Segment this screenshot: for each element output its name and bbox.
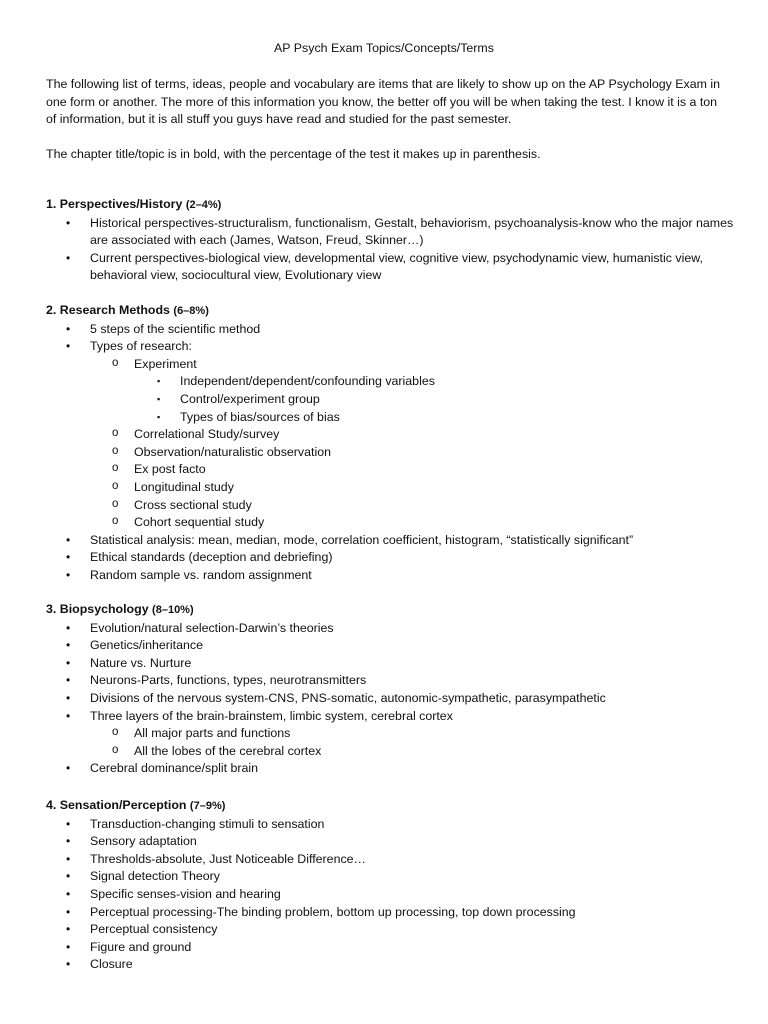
section-sensation-perception <box>46 797 736 974</box>
list-item-text: Cerebral dominance/split brain <box>90 761 259 776</box>
bullet-marker: • <box>66 939 71 954</box>
list-item <box>46 868 736 886</box>
sub-sub-list-item <box>134 391 736 409</box>
sub-list-item <box>90 426 736 444</box>
sub-list-item <box>90 461 736 479</box>
section-title: 4. Sensation/Perception <box>46 798 187 812</box>
list-item <box>46 672 736 690</box>
sub-list-item-text: All the lobes of the cerebral cortex <box>134 743 322 758</box>
list-item-text: Perceptual consistency <box>90 922 218 937</box>
circle-marker: o <box>112 726 119 739</box>
list-item-text: Specific senses-vision and hearing <box>90 886 281 901</box>
square-marker: ▪ <box>157 376 161 387</box>
list-item <box>46 321 736 339</box>
list-item-text: Random sample vs. random assignment <box>90 567 312 582</box>
list-item-text: Figure and ground <box>90 939 192 954</box>
list-item-text: Thresholds-absolute, Just Noticeable Difference… <box>90 851 366 866</box>
list-item <box>46 708 736 761</box>
list-item-text: Perceptual processing-The binding problem, bottom up processing, top down processing <box>90 904 576 919</box>
list-item <box>46 532 736 550</box>
list-item <box>46 620 736 638</box>
sub-list-item-text: Observation/naturalistic observation <box>134 444 331 459</box>
list-item-text: Ethical standards (deception and debriefing) <box>90 550 333 565</box>
list-item-text: Divisions of the nervous system-CNS, PNS-somatic, autonomic-sympathetic, parasympathetic <box>90 690 606 705</box>
sub-list-item-text: Correlational Study/survey <box>134 427 280 442</box>
list-item-text: Closure <box>90 957 133 972</box>
bullet-marker: • <box>66 655 71 670</box>
list-item <box>46 816 736 834</box>
bullet-marker: • <box>66 673 71 688</box>
bullet-marker: • <box>66 708 71 723</box>
bullet-marker: • <box>66 761 71 776</box>
section-heading <box>46 196 736 215</box>
circle-marker: o <box>112 479 119 492</box>
topic-list <box>46 321 736 585</box>
circle-marker: o <box>112 515 119 528</box>
list-item-text: Genetics/inheritance <box>90 638 203 653</box>
bullet-marker: • <box>66 250 71 265</box>
sub-list-item <box>90 497 736 515</box>
sub-list-item-text: Experiment <box>134 356 197 371</box>
circle-marker: o <box>112 356 119 369</box>
sub-list-item-text: Ex post facto <box>134 462 206 477</box>
list-item-text: Three layers of the brain-brainstem, limbic system, cerebral cortex <box>90 708 453 723</box>
sub-sub-list-item-text: Independent/dependent/confounding variables <box>180 374 435 389</box>
list-item-text: Evolution/natural selection-Darwin’s theories <box>90 620 334 635</box>
section-percentage: (8–10%) <box>152 604 194 616</box>
sub-list-item <box>90 479 736 497</box>
list-item-text: Statistical analysis: mean, median, mode, correlation coefficient, histogram, “statistically significant” <box>90 532 634 547</box>
section-title: 3. Biopsychology <box>46 602 149 616</box>
circle-marker: o <box>112 462 119 475</box>
topic-list <box>46 215 736 285</box>
list-item <box>46 549 736 567</box>
list-item-text: Nature vs. Nurture <box>90 655 192 670</box>
section-heading <box>46 797 736 816</box>
list-item <box>46 655 736 673</box>
list-item <box>46 956 736 974</box>
sub-list-item-text: Cross sectional study <box>134 497 252 512</box>
document-title: AP Psych Exam Topics/Concepts/Terms <box>274 41 494 55</box>
list-item-text: Neurons-Parts, functions, types, neurotransmitters <box>90 673 367 688</box>
sub-list <box>90 356 736 532</box>
bullet-marker: • <box>66 957 71 972</box>
sub-list-item-text: Cohort sequential study <box>134 515 265 530</box>
list-item <box>46 904 736 922</box>
list-item <box>46 851 736 869</box>
circle-marker: o <box>112 743 119 756</box>
section-biopsychology <box>46 601 736 778</box>
list-item <box>46 338 736 532</box>
topic-list <box>46 620 736 778</box>
bullet-marker: • <box>66 816 71 831</box>
list-item-text: Signal detection Theory <box>90 869 220 884</box>
list-item <box>46 567 736 585</box>
bullet-marker: • <box>66 620 71 635</box>
section-perspectives-history <box>46 196 736 285</box>
bullet-marker: • <box>66 922 71 937</box>
bullet-marker: • <box>66 550 71 565</box>
sub-list-item-text: All major parts and functions <box>134 726 291 741</box>
topic-list <box>46 816 736 974</box>
section-heading <box>46 302 736 321</box>
bullet-marker: • <box>66 339 71 354</box>
bullet-marker: • <box>66 532 71 547</box>
list-item-text: 5 steps of the scientific method <box>90 321 261 336</box>
bullet-marker: • <box>66 904 71 919</box>
sub-list-item <box>90 725 736 743</box>
list-item <box>46 690 736 708</box>
list-item-text: Types of research: <box>90 339 192 354</box>
sub-sub-list-item-text: Types of bias/sources of bias <box>180 409 340 424</box>
section-title: 2. Research Methods <box>46 303 170 317</box>
section-percentage: (6–8%) <box>173 305 209 317</box>
list-item-text: Transduction-changing stimuli to sensation <box>90 816 325 831</box>
list-item-text: Current perspectives-biological view, developmental view, cognitive view, psychodynamic view, humanistic view, behavioral view, sociocultural view, Evolutionary view <box>90 250 703 283</box>
sub-sub-list-item-text: Control/experiment group <box>180 391 320 406</box>
section-title: 1. Perspectives/History <box>46 197 183 211</box>
list-item <box>46 637 736 655</box>
list-item <box>46 760 736 778</box>
section-heading <box>46 601 736 620</box>
bullet-marker: • <box>66 567 71 582</box>
list-item <box>46 939 736 957</box>
square-marker: ▪ <box>157 393 161 404</box>
list-item-text: Sensory adaptation <box>90 834 197 849</box>
sub-list-item <box>90 743 736 761</box>
sub-list-item <box>90 356 736 426</box>
bullet-marker: • <box>66 886 71 901</box>
bullet-marker: • <box>66 690 71 705</box>
circle-marker: o <box>112 427 119 440</box>
bullet-marker: • <box>66 851 71 866</box>
bullet-marker: • <box>66 215 71 230</box>
circle-marker: o <box>112 444 119 457</box>
sub-sub-list <box>134 373 736 426</box>
sub-list-item-text: Longitudinal study <box>134 479 234 494</box>
sub-list <box>90 725 736 760</box>
bullet-marker: • <box>66 834 71 849</box>
bullet-marker: • <box>66 321 71 336</box>
list-item <box>46 250 736 285</box>
section-research-methods <box>46 302 736 585</box>
bullet-marker: • <box>66 638 71 653</box>
list-item <box>46 921 736 939</box>
sub-sub-list-item <box>134 373 736 391</box>
format-note-paragraph: The chapter title/topic is in bold, with the percentage of the test it makes up in parenthesis. <box>46 147 541 161</box>
square-marker: ▪ <box>157 411 161 422</box>
list-item <box>46 833 736 851</box>
list-item-text: Historical perspectives-structuralism, functionalism, Gestalt, behaviorism, psychoanalysis-know who the major names are associated with each (James, Watson, Freud, Skinner…) <box>90 215 734 248</box>
bullet-marker: • <box>66 869 71 884</box>
circle-marker: o <box>112 497 119 510</box>
sub-list-item <box>90 514 736 532</box>
list-item <box>46 215 736 250</box>
sub-list-item <box>90 444 736 462</box>
list-item <box>46 886 736 904</box>
intro-paragraph: The following list of terms, ideas, people and vocabulary are items that are likely to show up on the AP Psychology Exam in one form or another. The more of this information you know, the better off you will be when taking the test. I know it is a ton of information, but it is all stuff you guys have read and studied for the past semester. <box>46 77 721 127</box>
section-percentage: (2–4%) <box>185 199 222 211</box>
sub-sub-list-item <box>134 409 736 427</box>
section-percentage: (7–9%) <box>189 800 226 812</box>
